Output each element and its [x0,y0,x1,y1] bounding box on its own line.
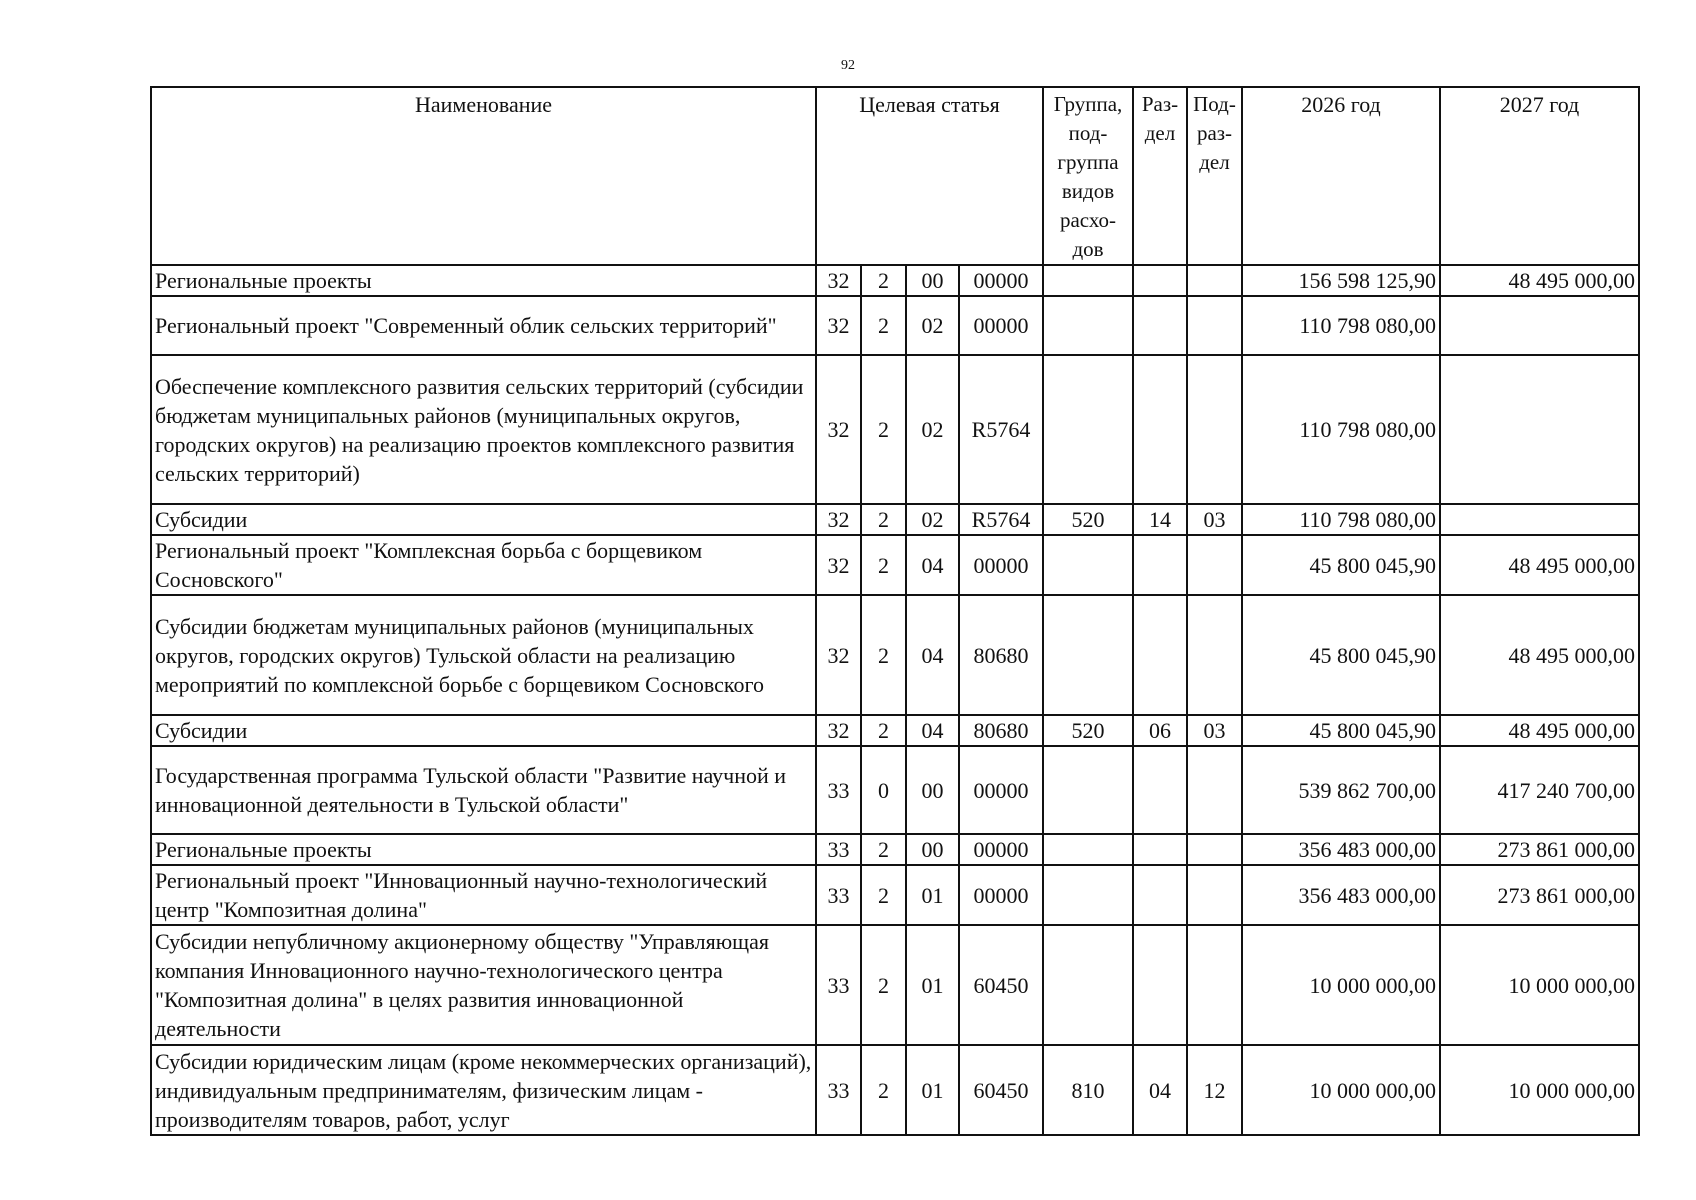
amount-2027: 48 495 000,00 [1440,595,1639,715]
row-name: Субсидии [151,715,816,746]
amount-2027 [1440,296,1639,355]
target-code-direction: 00000 [959,834,1043,865]
section-code: 06 [1133,715,1187,746]
section-code [1133,296,1187,355]
target-code-type: 2 [861,925,906,1045]
table-row [151,715,1639,746]
target-code-direction: R5764 [959,355,1043,504]
target-code-direction: 00000 [959,296,1043,355]
target-code-program: 33 [816,865,861,925]
header-expense-group: Группа, под- группа видов расхо- дов [1043,87,1133,265]
amount-2027: 48 495 000,00 [1440,715,1639,746]
subsection-code: 03 [1187,504,1242,535]
amount-2026: 45 800 045,90 [1242,715,1440,746]
target-code-direction: 00000 [959,746,1043,834]
amount-2026: 356 483 000,00 [1242,865,1440,925]
table-row [151,504,1639,535]
subsection-code: 03 [1187,715,1242,746]
amount-2026: 110 798 080,00 [1242,355,1440,504]
amount-2027: 10 000 000,00 [1440,1045,1639,1135]
budget-table [150,86,1640,1136]
subsection-code [1187,595,1242,715]
expense-group-code: 520 [1043,504,1133,535]
amount-2027: 48 495 000,00 [1440,535,1639,595]
target-code-type: 0 [861,746,906,834]
table-row [151,535,1639,595]
table-row [151,595,1639,715]
target-code-direction: 00000 [959,865,1043,925]
page-number: 92 [841,58,855,73]
row-name: Субсидии [151,504,816,535]
expense-group-code [1043,925,1133,1045]
target-code-project: 01 [906,925,959,1045]
section-code [1133,265,1187,296]
target-code-direction: 80680 [959,595,1043,715]
target-code-program: 32 [816,504,861,535]
target-code-type: 2 [861,535,906,595]
expense-group-code [1043,535,1133,595]
expense-group-code [1043,265,1133,296]
row-name: Субсидии юридическим лицам (кроме некоммерческих организаций), индивидуальным предпринимателям, физическим лицам - производителям товаров, работ, услуг [151,1045,816,1135]
target-code-program: 32 [816,355,861,504]
expense-group-code [1043,355,1133,504]
row-name: Региональный проект "Комплексная борьба с борщевиком Сосновского" [151,535,816,595]
target-code-type: 2 [861,595,906,715]
section-code [1133,834,1187,865]
subsection-code [1187,925,1242,1045]
target-code-project: 01 [906,865,959,925]
target-code-type: 2 [861,504,906,535]
target-code-program: 33 [816,1045,861,1135]
section-code [1133,746,1187,834]
target-code-direction: 00000 [959,535,1043,595]
header-section: Раз- дел [1133,87,1187,265]
table-row [151,834,1639,865]
expense-group-code [1043,595,1133,715]
target-code-program: 32 [816,535,861,595]
subsection-code [1187,355,1242,504]
target-code-type: 2 [861,355,906,504]
header-subsection: Под- раз- дел [1187,87,1242,265]
amount-2026: 110 798 080,00 [1242,296,1440,355]
target-code-program: 32 [816,265,861,296]
row-name: Региональный проект "Инновационный научно-технологический центр "Композитная долина" [151,865,816,925]
target-code-program: 32 [816,296,861,355]
target-code-project: 01 [906,1045,959,1135]
header-year-2026: 2026 год [1242,87,1440,265]
amount-2027 [1440,355,1639,504]
table-row [151,265,1639,296]
amount-2026: 110 798 080,00 [1242,504,1440,535]
expense-group-code [1043,296,1133,355]
amount-2027: 273 861 000,00 [1440,865,1639,925]
table-row [151,865,1639,925]
expense-group-code [1043,865,1133,925]
row-name: Государственная программа Тульской области "Развитие научной и инновационной деятельности в Тульской области" [151,746,816,834]
target-code-direction: R5764 [959,504,1043,535]
target-code-project: 00 [906,265,959,296]
header-target-article: Целевая статья [816,87,1043,265]
section-code [1133,355,1187,504]
target-code-type: 2 [861,865,906,925]
target-code-project: 02 [906,355,959,504]
section-code [1133,535,1187,595]
amount-2027: 48 495 000,00 [1440,265,1639,296]
expense-group-code: 810 [1043,1045,1133,1135]
target-code-project: 04 [906,535,959,595]
row-name: Обеспечение комплексного развития сельских территорий (субсидии бюджетам муниципальных районов (муниципальных округов, городских округов) на реализацию проектов комплексного развития сельских территорий) [151,355,816,504]
subsection-code [1187,834,1242,865]
target-code-program: 33 [816,925,861,1045]
section-code [1133,865,1187,925]
table-row [151,1045,1639,1135]
section-code [1133,925,1187,1045]
target-code-direction: 60450 [959,1045,1043,1135]
amount-2026: 10 000 000,00 [1242,925,1440,1045]
target-code-type: 2 [861,296,906,355]
row-name: Субсидии непубличному акционерному обществу "Управляющая компания Инновационного научно-технологического центра "Композитная долина" в целях развития инновационной деятельности [151,925,816,1045]
target-code-direction: 00000 [959,265,1043,296]
target-code-direction: 80680 [959,715,1043,746]
target-code-project: 00 [906,746,959,834]
table-row [151,355,1639,504]
target-code-project: 04 [906,715,959,746]
amount-2026: 45 800 045,90 [1242,535,1440,595]
target-code-type: 2 [861,1045,906,1135]
header-name: Наименование [151,87,816,265]
subsection-code [1187,296,1242,355]
target-code-project: 02 [906,296,959,355]
section-code [1133,595,1187,715]
subsection-code [1187,535,1242,595]
row-name: Региональный проект "Современный облик сельских территорий" [151,296,816,355]
target-code-program: 32 [816,715,861,746]
target-code-program: 32 [816,595,861,715]
amount-2027: 417 240 700,00 [1440,746,1639,834]
target-code-program: 33 [816,746,861,834]
amount-2027: 10 000 000,00 [1440,925,1639,1045]
amount-2026: 539 862 700,00 [1242,746,1440,834]
target-code-direction: 60450 [959,925,1043,1045]
amount-2026: 356 483 000,00 [1242,834,1440,865]
target-code-project: 00 [906,834,959,865]
table-header-row [151,87,1639,265]
table-row [151,746,1639,834]
subsection-code [1187,865,1242,925]
target-code-type: 2 [861,715,906,746]
header-year-2027: 2027 год [1440,87,1639,265]
table-row [151,925,1639,1045]
subsection-code [1187,265,1242,296]
section-code: 14 [1133,504,1187,535]
expense-group-code [1043,746,1133,834]
expense-group-code [1043,834,1133,865]
subsection-code [1187,746,1242,834]
target-code-type: 2 [861,265,906,296]
row-name: Региональные проекты [151,265,816,296]
expense-group-code: 520 [1043,715,1133,746]
target-code-project: 02 [906,504,959,535]
amount-2026: 45 800 045,90 [1242,595,1440,715]
row-name: Региональные проекты [151,834,816,865]
target-code-type: 2 [861,834,906,865]
amount-2026: 10 000 000,00 [1242,1045,1440,1135]
target-code-project: 04 [906,595,959,715]
table-row [151,296,1639,355]
row-name: Субсидии бюджетам муниципальных районов (муниципальных округов, городских округов) Тульской области на реализацию мероприятий по комплексной борьбе с борщевиком Сосновского [151,595,816,715]
amount-2027 [1440,504,1639,535]
amount-2026: 156 598 125,90 [1242,265,1440,296]
amount-2027: 273 861 000,00 [1440,834,1639,865]
section-code: 04 [1133,1045,1187,1135]
target-code-program: 33 [816,834,861,865]
subsection-code: 12 [1187,1045,1242,1135]
